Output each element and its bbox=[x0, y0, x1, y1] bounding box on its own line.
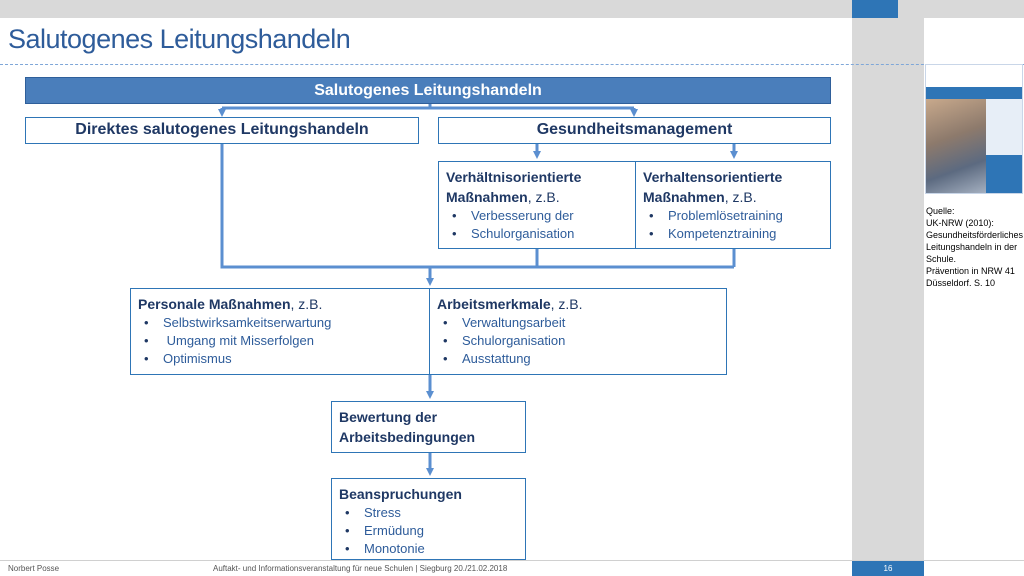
personal-list bbox=[138, 314, 422, 368]
box-beanspruchungen bbox=[331, 478, 526, 560]
footer-event: Auftakt- und Informationsveranstaltung für neue Schulen | Siegburg 20./21.02.2018 bbox=[213, 564, 508, 573]
arbeit-title-bold: Arbeitsmerkmale bbox=[437, 296, 551, 312]
bewertung-title bbox=[339, 407, 518, 447]
source-line: Leitungshandeln in der bbox=[926, 242, 1018, 252]
bewertung-line2: Arbeitsbedingungen bbox=[339, 429, 476, 445]
list-item: • Schulorganisation bbox=[437, 332, 719, 350]
list-item: • Stress bbox=[339, 504, 518, 522]
box-bewertung bbox=[331, 401, 526, 453]
personal-title-bold: Personale Maßnahmen bbox=[138, 296, 291, 312]
beanspruchungen-title bbox=[339, 484, 518, 504]
bewertung-line1: Bewertung der bbox=[339, 409, 438, 425]
box-gesundheitsmanagement bbox=[438, 117, 831, 144]
direktes-label: Direktes salutogenes Leitungshandeln bbox=[75, 121, 369, 138]
list-item: • Kompetenztraining bbox=[643, 225, 823, 243]
list-item: • Ausstattung bbox=[437, 350, 719, 368]
source-line: Düsseldorf. S. 10 bbox=[926, 278, 996, 288]
box-verhaltensorientiert bbox=[635, 161, 831, 249]
list-item: • Verwaltungsarbeit bbox=[437, 314, 719, 332]
list-item-continuation bbox=[446, 225, 628, 243]
footer-author: Norbert Posse bbox=[8, 564, 60, 573]
verhalten-title-suffix: , z.B. bbox=[724, 189, 757, 205]
list-item: • Selbstwirksamkeitserwartung bbox=[138, 314, 422, 332]
footer bbox=[0, 560, 1024, 576]
slide-title: Salutogenes Leitungshandeln bbox=[8, 24, 351, 54]
arbeit-title bbox=[437, 294, 719, 314]
verhaeltnis-list bbox=[446, 207, 628, 243]
verhaeltnis-title-bold: Maßnahmen bbox=[446, 189, 528, 205]
source-line: Gesundheitsförderliches bbox=[926, 230, 1024, 240]
verhalten-list bbox=[643, 207, 823, 243]
list-item: • Ermüdung bbox=[339, 522, 518, 540]
arbeit-list bbox=[437, 314, 719, 368]
list-item: • Monotonie bbox=[339, 540, 518, 558]
cover-photo bbox=[926, 99, 986, 194]
source-citation bbox=[926, 205, 1024, 289]
verhaeltnis-title bbox=[446, 167, 628, 207]
gesundheitsmanagement-label: Gesundheitsmanagement bbox=[536, 121, 733, 138]
cover-title-panel bbox=[986, 155, 1023, 194]
arbeit-title-suffix: , z.B. bbox=[550, 296, 583, 312]
box-personale-massnahmen bbox=[130, 288, 430, 375]
list-item: • Problemlösetraining bbox=[643, 207, 823, 225]
brochure-cover-image bbox=[925, 64, 1023, 194]
decor-gray-column bbox=[852, 18, 924, 560]
cover-stripe bbox=[926, 87, 1022, 99]
title-divider bbox=[0, 64, 1024, 65]
list-item: • Umgang mit Misserfolgen bbox=[138, 332, 422, 350]
source-line: Quelle: bbox=[926, 206, 955, 216]
box-verhaeltnisorientiert bbox=[438, 161, 636, 249]
connector-top-split bbox=[222, 104, 634, 108]
list-item: • Verbesserung der bbox=[446, 207, 628, 225]
source-line: Schule. bbox=[926, 254, 957, 264]
verhalten-title-bold: Maßnahmen bbox=[643, 189, 725, 205]
header-box-label: Salutogenes Leitungshandeln bbox=[314, 82, 542, 99]
beanspruchungen-list bbox=[339, 504, 518, 558]
list-item-text: Schulorganisation bbox=[471, 226, 575, 241]
verhaeltnis-title-line1: Verhältnisorientierte bbox=[446, 169, 582, 185]
beanspruchungen-title-text: Beanspruchungen bbox=[339, 486, 462, 502]
header-box-salutogenes bbox=[25, 77, 831, 104]
verhalten-title-line1: Verhaltensorientierte bbox=[643, 169, 783, 185]
page-number: 16 bbox=[852, 561, 924, 576]
personal-title bbox=[138, 294, 422, 314]
verhaeltnis-title-suffix: , z.B. bbox=[527, 189, 560, 205]
source-line: Prävention in NRW 41 bbox=[926, 266, 1015, 276]
verhalten-title bbox=[643, 167, 823, 207]
cover-header bbox=[926, 65, 1022, 87]
box-arbeitsmerkmale bbox=[429, 288, 727, 375]
box-direktes-leitungshandeln bbox=[25, 117, 419, 144]
source-line: UK-NRW (2010): bbox=[926, 218, 994, 228]
personal-title-suffix: , z.B. bbox=[290, 296, 323, 312]
decor-blue-block bbox=[852, 0, 898, 18]
list-item: • Optimismus bbox=[138, 350, 422, 368]
